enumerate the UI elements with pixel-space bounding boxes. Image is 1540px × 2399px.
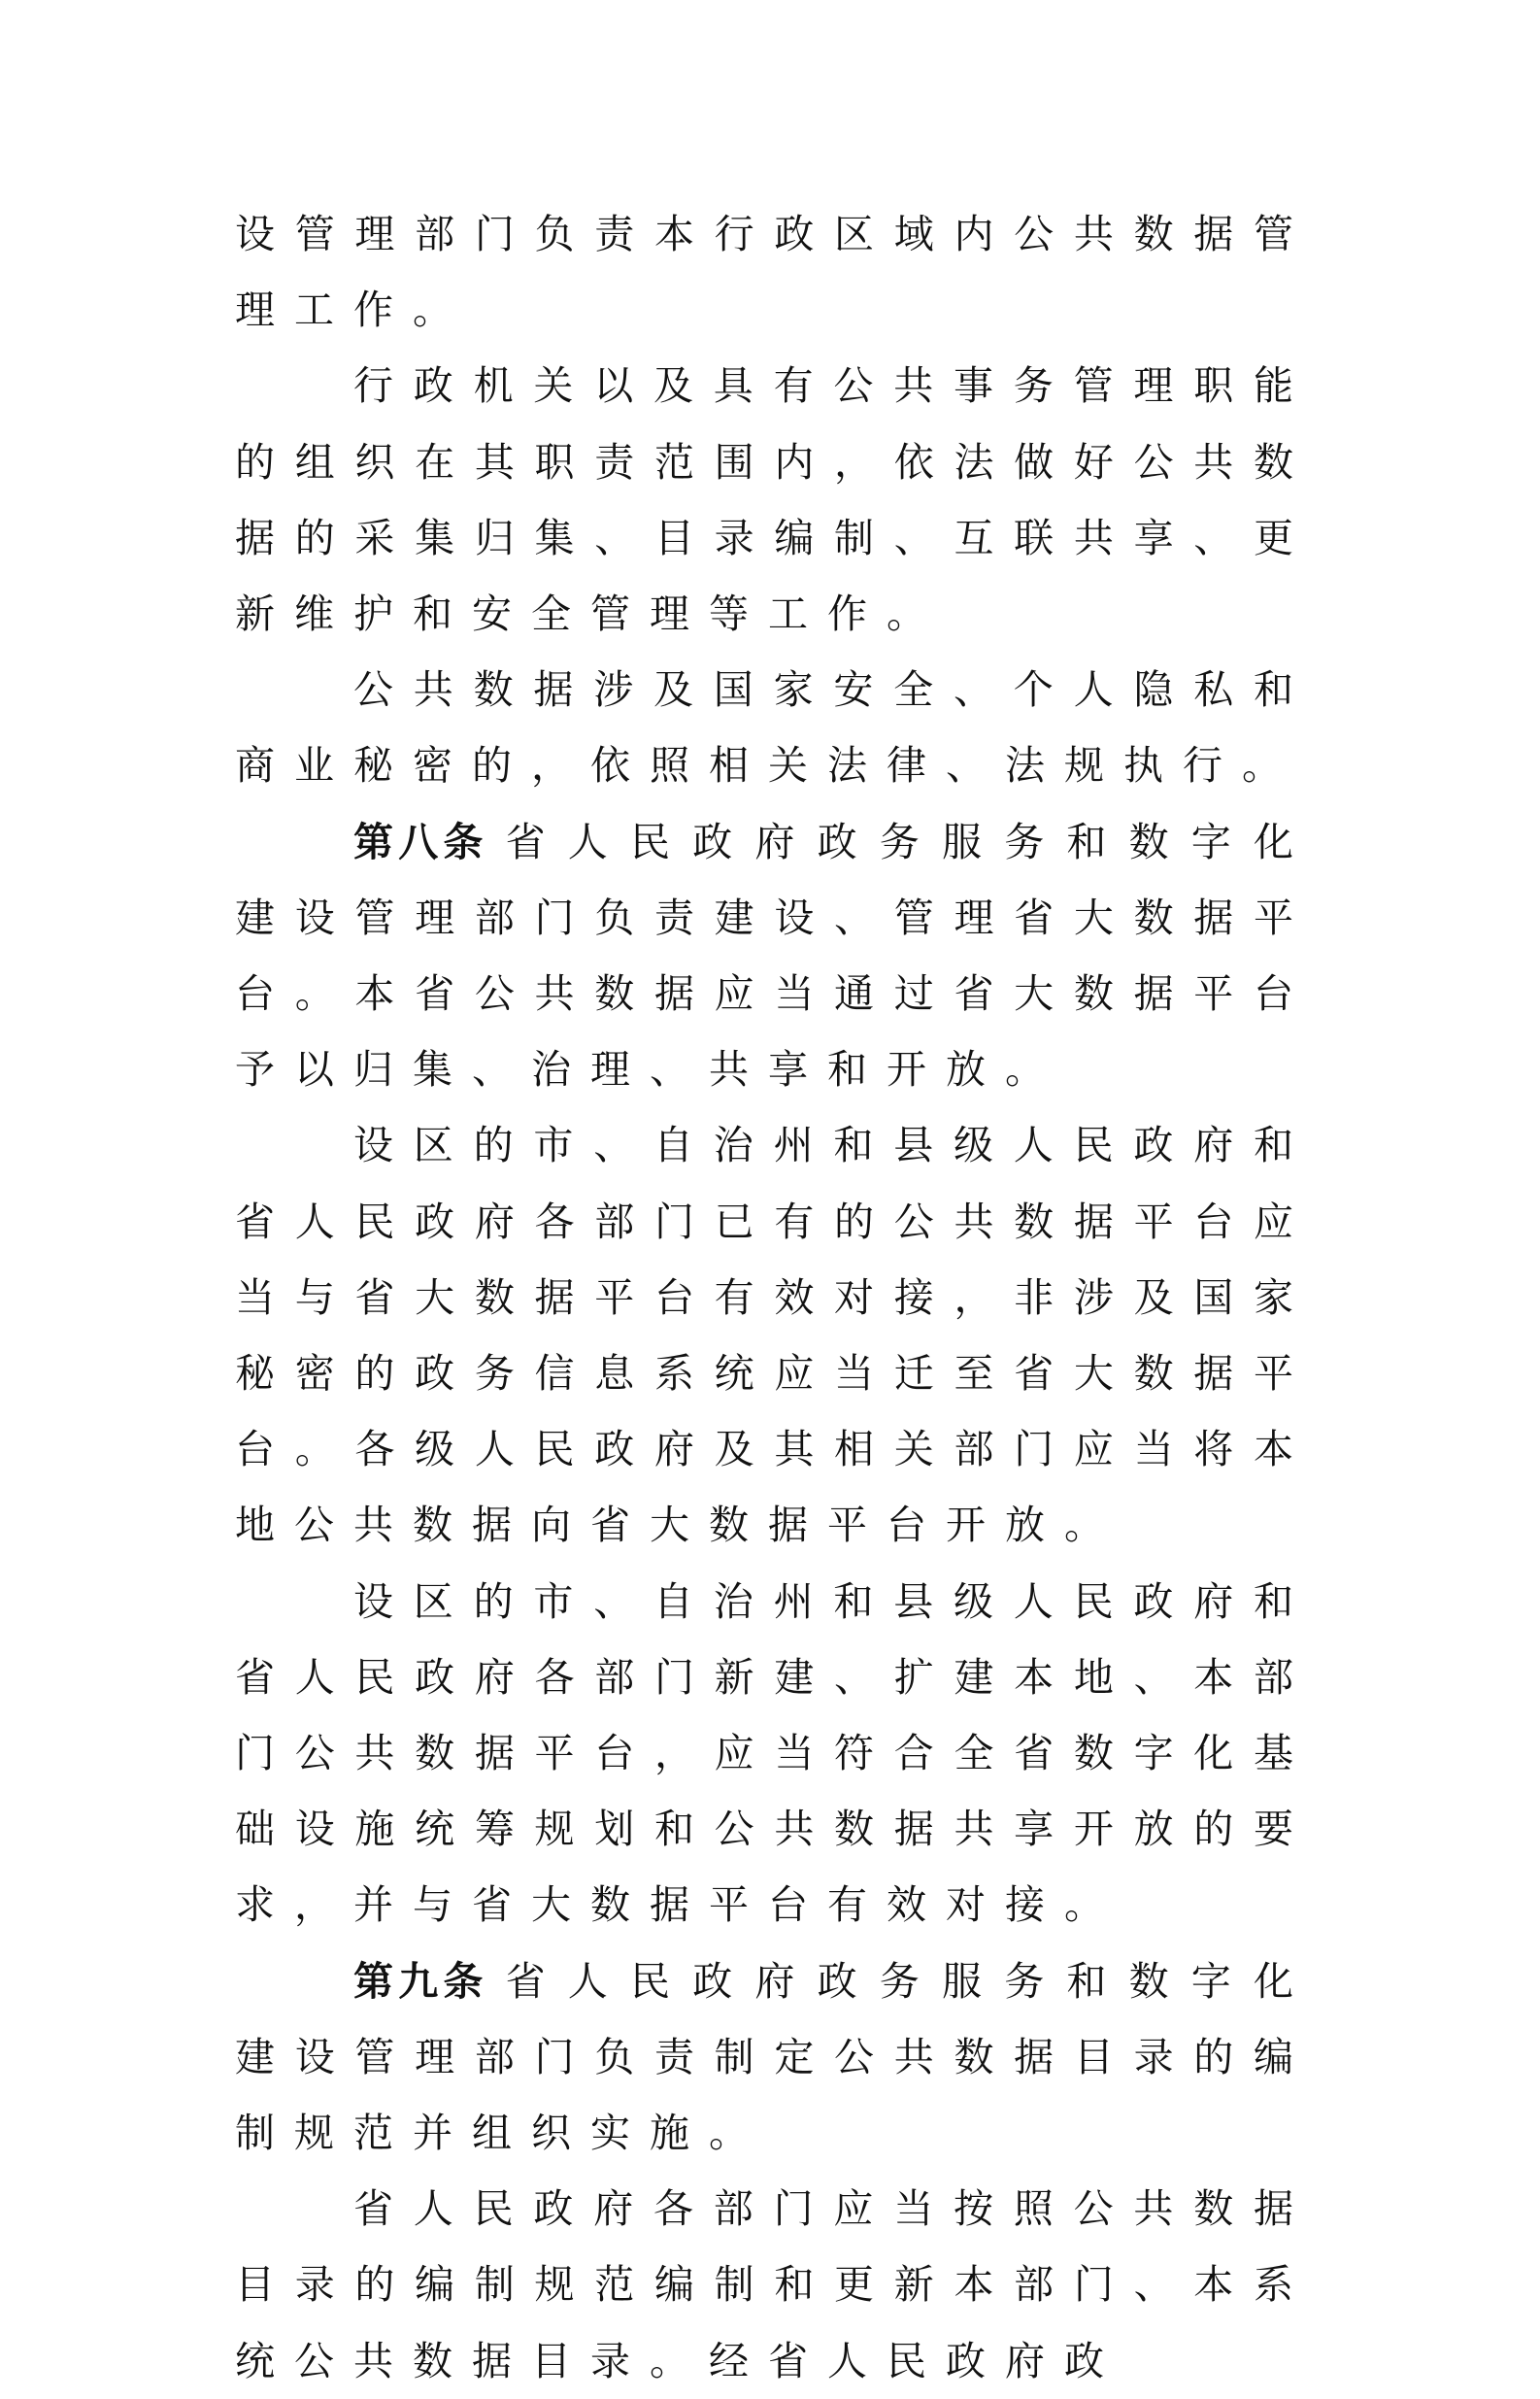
article-number: 第九条 xyxy=(353,1957,488,2005)
paragraph-new-platforms xyxy=(235,1564,1313,1943)
paragraph-continuation xyxy=(235,196,1313,348)
paragraph-text: 设区的市、自治州和县级人民政府和省人民政府各部门已有的公共数据平台应当与省大数据平台有效对接，非涉及国家秘密的政务信息系统应当迁至省大数据平台。各级人民政府及其相关部门应当将本地公共数据向省大数据平台开放。 xyxy=(235,1122,1313,1549)
article-number: 第八条 xyxy=(353,818,488,865)
paragraph-duties-of-organizations xyxy=(235,348,1313,652)
paragraph-catalog-compilation xyxy=(235,2171,1313,2399)
paragraph-text: 省人民政府政务服务和数字化建设管理部门负责建设、管理省大数据平台。本省公共数据应当通过省大数据平台予以归集、治理、共享和开放。 xyxy=(235,818,1314,1094)
paragraph-article-9 xyxy=(235,1943,1313,2172)
paragraph-text: 行政机关以及具有公共事务管理职能的组织在其职责范围内，依法做好公共数据的采集归集、目录编制、互联共享、更新维护和安全管理等工作。 xyxy=(235,362,1313,638)
paragraph-text: 公共数据涉及国家安全、个人隐私和商业秘密的，依照相关法律、法规执行。 xyxy=(235,666,1313,790)
paragraph-article-8 xyxy=(235,804,1313,1108)
paragraph-text: 设管理部门负责本行政区域内公共数据管理工作。 xyxy=(235,211,1313,334)
paragraph-confidential-data xyxy=(235,652,1313,803)
paragraph-text: 省人民政府政务服务和数字化建设管理部门负责制定公共数据目录的编制规范并组织实施。 xyxy=(235,1957,1314,2157)
paragraph-text: 设区的市、自治州和县级人民政府和省人民政府各部门新建、扩建本地、本部门公共数据平台，应当符合全省数字化基础设施统筹规划和公共数据共享开放的要求，并与省大数据平台有效对接。 xyxy=(235,1577,1313,1929)
paragraph-text: 省人民政府各部门应当按照公共数据目录的编制规范编制和更新本部门、本系统公共数据目录。经省人民政府政 xyxy=(235,2185,1313,2384)
document-page xyxy=(235,196,1313,2399)
paragraph-existing-platforms xyxy=(235,1107,1313,1563)
